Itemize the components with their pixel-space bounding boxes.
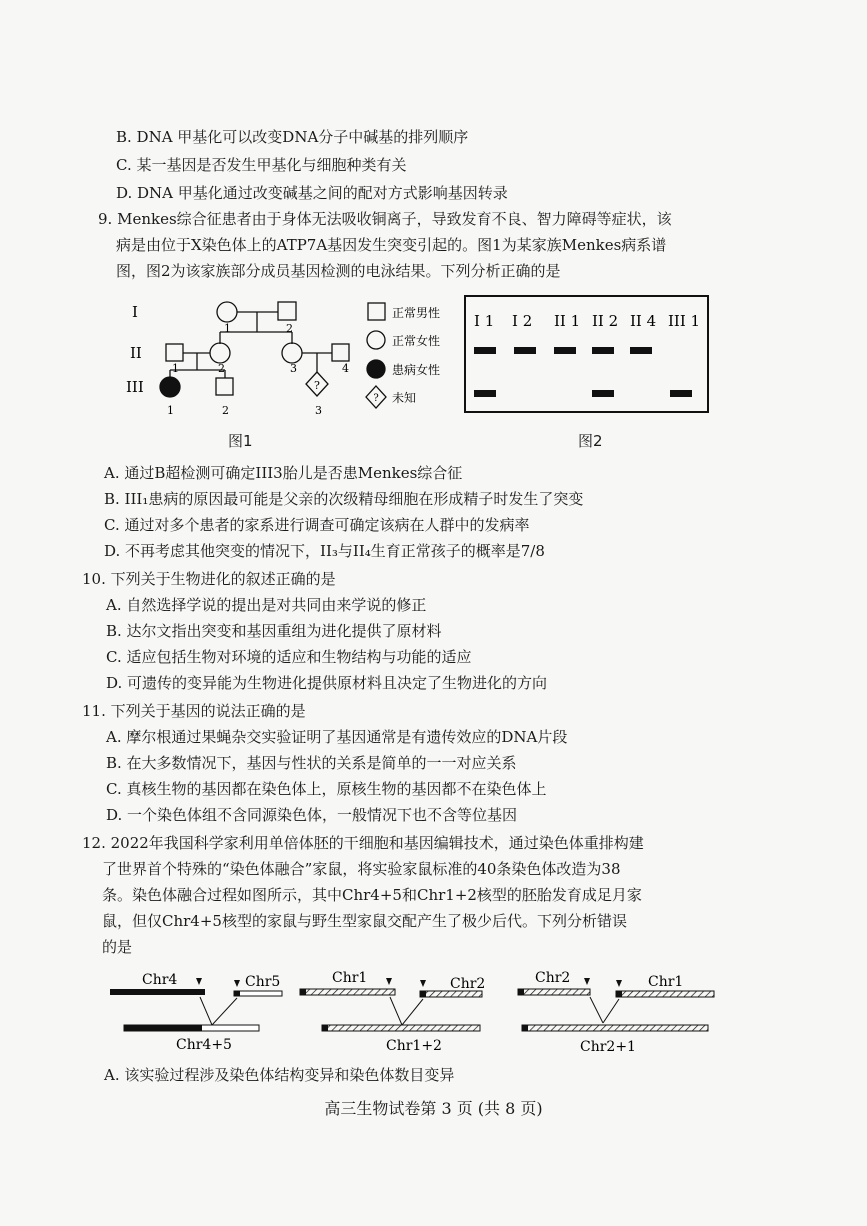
chromosome-chr2-1 — [522, 1025, 708, 1031]
svg-text:Chr2: Chr2 — [450, 976, 486, 992]
q11-option-d: D. 一个染色体组不含同源染色体，一般情况下也不含等位基因 — [106, 806, 518, 824]
svg-text:Chr2: Chr2 — [535, 970, 571, 986]
q12-stem-line-1: 12. 2022年我国科学家利用单倍体胚的干细胞和基因编辑技术，通过染色体重排构建 — [82, 834, 644, 852]
svg-text:4: 4 — [342, 362, 349, 375]
q11-option-c: C. 真核生物的基因都在染色体上，原核生物的基因都不在染色体上 — [106, 780, 547, 798]
chromosome-group-4-5 — [110, 972, 282, 1053]
chromosome-group-2-1 — [518, 970, 714, 1055]
svg-text:?: ? — [314, 379, 320, 392]
gen-label-II: II — [130, 344, 142, 362]
svg-text:Chr5: Chr5 — [245, 974, 281, 990]
q8-option-c: C. 某一基因是否发生甲基化与细胞种类有关 — [116, 156, 407, 174]
q9-stem-line-2: 病是由位于X染色体上的ATP7A基因发生突变引起的。图1为某家族Menkes病系谱 — [116, 236, 667, 254]
gel-lane-label: I 2 — [512, 312, 533, 330]
q12-stem-line-5: 的是 — [102, 938, 133, 956]
svg-text:Chr2+1: Chr2+1 — [580, 1039, 636, 1055]
gel-band — [670, 390, 692, 397]
q8-option-b: B. DNA 甲基化可以改变DNA分子中碱基的排列顺序 — [116, 128, 469, 146]
chromosome-chr1 — [300, 989, 395, 995]
q9-option-c: C. 通过对多个患者的家系进行调查可确定该病在人群中的发病率 — [104, 516, 530, 534]
legend-unknown: 未知 — [392, 391, 417, 405]
chromosome-chr4 — [110, 989, 205, 995]
q10-option-a: A. 自然选择学说的提出是对共同由来学说的修正 — [106, 596, 427, 614]
pedigree-II3 — [282, 343, 302, 363]
gel-band — [474, 390, 496, 397]
gel-figure — [462, 292, 712, 416]
gel-band — [630, 347, 652, 354]
gel-lane-label: II 2 — [592, 312, 619, 330]
q9-stem-line-1: 9. Menkes综合征患者由于身体无法吸收铜离子，导致发育不良、智力障碍等症状，该 — [98, 210, 672, 228]
gel-band — [474, 347, 496, 354]
q10-option-b: B. 达尔文指出突变和基因重组为进化提供了原材料 — [106, 622, 442, 640]
pedigree-III1 — [160, 377, 180, 397]
q11-option-b: B. 在大多数情况下，基因与性状的关系是简单的一一对应关系 — [106, 754, 517, 772]
chromosome-chr2 — [518, 989, 590, 995]
q12-stem-line-3: 条。染色体融合过程如图所示，其中Chr4+5和Chr1+2核型的胚胎发育成足月家 — [102, 886, 642, 904]
svg-text:2: 2 — [222, 404, 229, 417]
chromosome-group-1-2 — [300, 970, 485, 1054]
q11-option-a: A. 摩尔根通过果蝇杂交实验证明了基因通常是有遗传效应的DNA片段 — [106, 728, 568, 746]
svg-text:?: ? — [373, 393, 379, 404]
pedigree-III2 — [216, 378, 233, 395]
gel-band — [592, 390, 614, 397]
gel-lane-label: III 1 — [668, 312, 701, 330]
gel-lane-label: II 1 — [554, 312, 581, 330]
chromosome-chr1-2 — [322, 1025, 480, 1031]
q10-option-c: C. 适应包括生物对环境的适应和生物结构与功能的适应 — [106, 648, 472, 666]
svg-text:2: 2 — [286, 322, 293, 335]
gen-label-III: III — [126, 378, 144, 396]
svg-text:2: 2 — [218, 362, 225, 375]
q12-stem-line-4: 鼠，但仅Chr4+5核型的家鼠与野生型家鼠交配产生了极少后代。下列分析错误 — [102, 912, 627, 930]
q10-option-d: D. 可遗传的变异能为生物进化提供原材料且决定了生物进化的方向 — [106, 674, 548, 692]
q9-option-d: D. 不再考虑其他突变的情况下，II₃与II₄生育正常孩子的概率是7/8 — [104, 542, 545, 560]
chromosome-chr5 — [234, 991, 282, 996]
pedigree-I1 — [217, 302, 237, 322]
q10-stem: 10. 下列关于生物进化的叙述正确的是 — [82, 570, 336, 588]
svg-text:Chr1: Chr1 — [648, 974, 684, 990]
legend-affected-female: 患病女性 — [392, 363, 441, 377]
svg-text:3: 3 — [290, 362, 297, 375]
svg-text:3: 3 — [315, 404, 322, 417]
page-footer: 高三生物试卷第 3 页 (共 8 页) — [324, 1099, 543, 1118]
q9-option-a: A. 通过B超检测可确定III3胎儿是否患Menkes综合征 — [104, 464, 463, 482]
pedigree-II4 — [332, 344, 349, 361]
gel-lane-label: II 4 — [630, 312, 657, 330]
q8-option-d: D. DNA 甲基化通过改变碱基之间的配对方式影响基因转录 — [116, 184, 508, 202]
q9-stem-line-3: 图，图2为该家族部分成员基因检测的电泳结果。下列分析正确的是 — [116, 262, 561, 280]
svg-text:1: 1 — [224, 322, 231, 335]
q12-option-a: A. 该实验过程涉及染色体结构变异和染色体数目变异 — [104, 1066, 455, 1084]
q9-option-b: B. III₁患病的原因最可能是父亲的次级精母细胞在形成精子时发生了突变 — [104, 490, 584, 508]
svg-text:Chr1+2: Chr1+2 — [386, 1038, 442, 1054]
legend-normal-female: 正常女性 — [392, 334, 441, 348]
gen-label-I: I — [132, 303, 138, 321]
figure-2-caption: 图2 — [578, 432, 603, 450]
gel-lane-label: I 1 — [474, 312, 495, 330]
svg-text:Chr4: Chr4 — [142, 972, 178, 988]
q12-stem-line-2: 了世界首个特殊的“染色体融合”家鼠，将实验家鼠标准的40条染色体改造为38 — [102, 860, 621, 878]
legend-normal-male: 正常男性 — [392, 306, 441, 320]
svg-text:Chr4+5: Chr4+5 — [176, 1037, 232, 1053]
q11-stem: 11. 下列关于基因的说法正确的是 — [82, 702, 306, 720]
pedigree-II1 — [166, 344, 183, 361]
svg-text:Chr1: Chr1 — [332, 970, 368, 986]
svg-text:1: 1 — [167, 404, 174, 417]
pedigree-figure — [120, 292, 460, 422]
pedigree-II2 — [210, 343, 230, 363]
gel-band — [514, 347, 536, 354]
figure-1-caption: 图1 — [228, 432, 253, 450]
chromosome-fusion-figure — [100, 965, 740, 1060]
chromosome-chr1 — [616, 991, 714, 997]
gel-band — [554, 347, 576, 354]
svg-text:1: 1 — [172, 362, 179, 375]
gel-band — [592, 347, 614, 354]
pedigree-I2 — [278, 302, 296, 320]
